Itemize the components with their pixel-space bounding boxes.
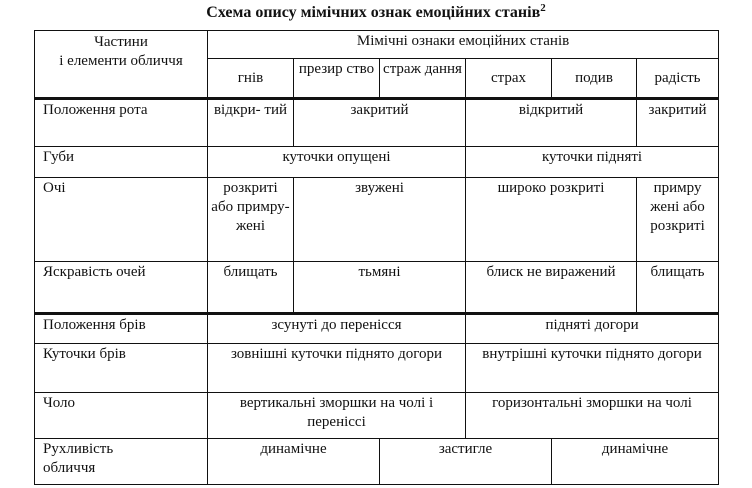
row-brow-corners (35, 344, 719, 392)
header-emotion-anger: гнів (208, 59, 294, 99)
header-mimic-signs: Мімічні ознаки емоційних станів (208, 31, 719, 59)
header-parts-cell (35, 31, 208, 99)
row-eye-brightness-cell-joy: блищать (637, 261, 719, 313)
row-mobility-label (35, 438, 208, 484)
row-mobility-cell-frozen: застигле (380, 438, 552, 484)
row-eyes-cell-joy: примру жені або розкриті (637, 177, 719, 261)
title-footnote: 2 (540, 2, 546, 14)
row-eyes-cell-fear-surprise: широко розкриті (466, 177, 637, 261)
row-eyes-cell-contempt-suffering: звужені (294, 177, 466, 261)
row-mobility-cell-dynamic-1: динамічне (208, 438, 380, 484)
header-emotion-surprise: подив (552, 59, 637, 99)
header-parts-line1: Частини (94, 34, 148, 50)
row-eyes (35, 177, 719, 261)
row-eye-brightness-cell-anger: блищать (208, 261, 294, 313)
row-eyes-label: Очі (35, 177, 208, 261)
header-row-1 (35, 31, 719, 59)
row-eye-brightness-cell-fear-surprise: блиск не виражений (466, 261, 637, 313)
row-mobility-label-line2: обличчя (43, 459, 96, 476)
row-brow-position-label: Положення брів (35, 314, 208, 344)
header-emotion-fear: страх (466, 59, 552, 99)
row-eyes-cell-anger: розкриті або примру- жені (208, 177, 294, 261)
row-lips (35, 147, 719, 177)
row-mobility (35, 438, 719, 484)
header-emotion-joy: радість (637, 59, 719, 99)
header-emotion-suffering: страж дання (380, 59, 466, 99)
row-eye-brightness-label: Яскравість очей (35, 261, 208, 313)
row-brow-position-cell-positive: підняті догори (466, 314, 719, 344)
row-brow-position (35, 314, 719, 344)
row-brow-corners-cell-negative: зовнішні куточки піднято догори (208, 344, 466, 392)
row-brow-position-cell-negative: зсунуті до перенісся (208, 314, 466, 344)
row-eye-brightness-cell-contempt-suffering: тьмяні (294, 261, 466, 313)
emotion-signs-table (34, 30, 719, 485)
row-eye-brightness (35, 261, 719, 313)
row-forehead-label: Чоло (35, 392, 208, 438)
header-parts-line2: і елементи обличчя (59, 53, 183, 69)
row-mobility-label-line1: Рухливість (43, 440, 114, 457)
row-brow-corners-cell-positive: внутрішні куточки піднято догори (466, 344, 719, 392)
row-forehead (35, 392, 719, 438)
row-brow-corners-label: Куточки брів (35, 344, 208, 392)
row-mouth (35, 99, 719, 147)
row-forehead-cell-positive: горизонтальні зморшки на чолі (466, 392, 719, 438)
row-mouth-cell-anger: відкри- тий (208, 99, 294, 147)
row-mouth-cell-fear-surprise: відкритий (466, 99, 637, 147)
page-title (0, 2, 752, 24)
header-emotion-contempt: презир ство (294, 59, 380, 99)
title-text: Схема опису мімічних ознак емоційних станів (206, 4, 541, 21)
row-lips-label: Губи (35, 147, 208, 177)
row-mobility-cell-dynamic-2: динамічне (552, 438, 719, 484)
row-lips-cell-negative: куточки опущені (208, 147, 466, 177)
row-lips-cell-positive: куточки підняті (466, 147, 719, 177)
row-forehead-cell-negative: вертикальні зморшки на чолі і переніссі (208, 392, 466, 438)
row-mouth-label: Положення рота (35, 99, 208, 147)
row-mouth-cell-joy: закритий (637, 99, 719, 147)
row-mouth-cell-contempt-suffering: закритий (294, 99, 466, 147)
